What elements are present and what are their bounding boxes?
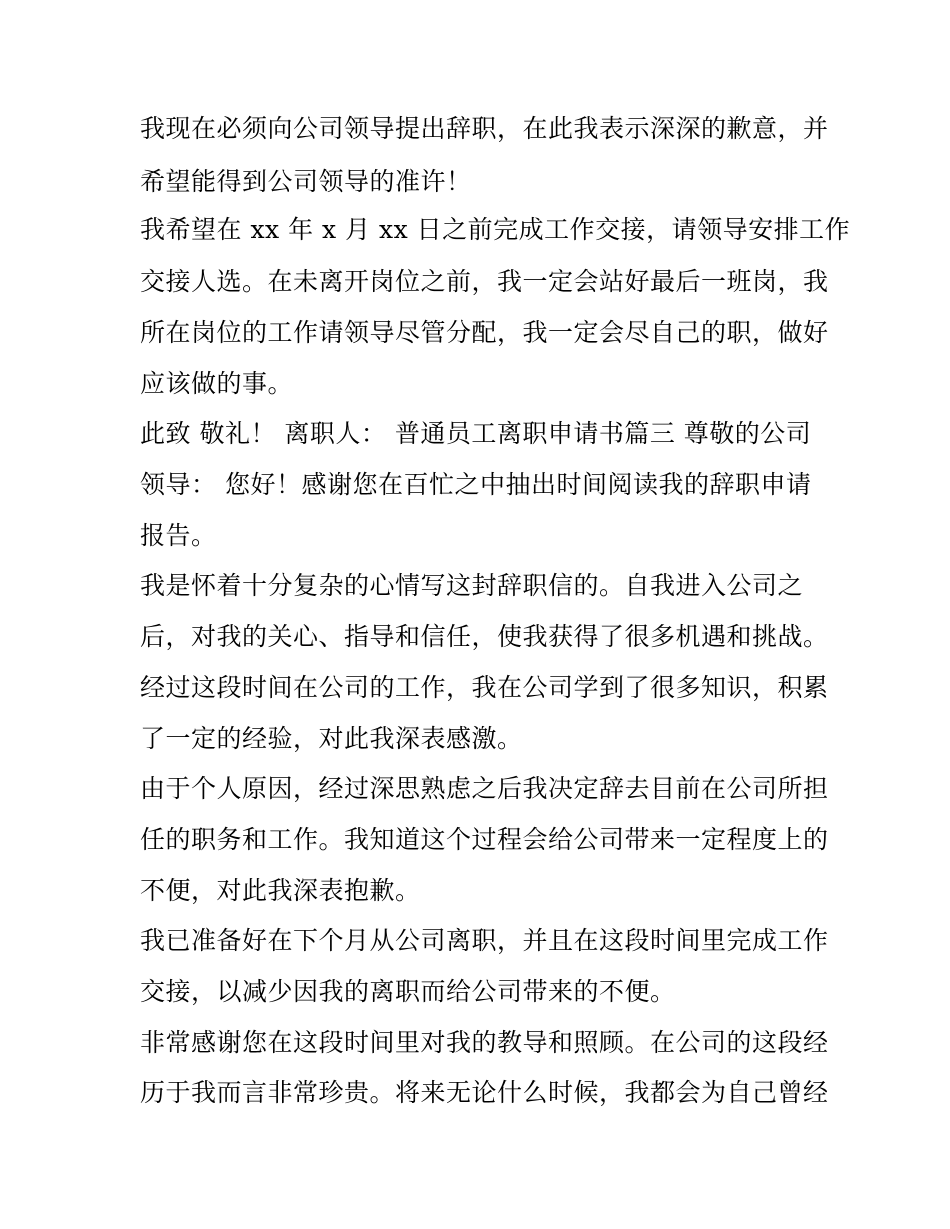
text-line: 历于我而言非常珍贵。将来无论什么时候，我都会为自己曾经: [140, 1078, 829, 1107]
text-line: 应该做的事。: [140, 369, 294, 398]
text-line: 任的职务和工作。我知道这个过程会给公司带来一定程度上的: [140, 825, 829, 854]
text-line: 非常感谢您在这段时间里对我的教导和照顾。在公司的这段经: [140, 1028, 829, 1057]
text-line: 经过这段时间在公司的工作，我在公司学到了很多知识，积累: [140, 673, 829, 702]
text-line: 我是怀着十分复杂的心情写这封辞职信的。自我进入公司之: [140, 571, 804, 600]
text-line: 我现在必须向公司领导提出辞职，在此我表示深深的歉意，并: [140, 114, 829, 143]
text-line: 由于个人原因，经过深思熟虑之后我决定辞去目前在公司所担: [140, 774, 829, 803]
text-line: 我希望在 xx 年 x 月 xx 日之前完成工作交接，请领导安排工作: [140, 215, 851, 244]
text-line: 了一定的经验，对此我深表感激。: [140, 724, 523, 753]
text-line: 我已准备好在下个月从公司离职，并且在这段时间里完成工作: [140, 926, 829, 955]
text-line: 希望能得到公司领导的准许！: [140, 167, 472, 196]
text-line: 不便，对此我深表抱歉。: [140, 876, 421, 905]
text-line: 交接人选。在未离开岗位之前，我一定会站好最后一班岗，我: [140, 267, 829, 296]
text-line: 领导： 您好！感谢您在百忙之中抽出时间阅读我的辞职申请: [140, 470, 812, 499]
text-line: 所在岗位的工作请领导尽管分配，我一定会尽自己的职，做好: [140, 318, 829, 347]
text-line: 此致 敬礼！ 离职人： 普通员工离职申请书篇三 尊敬的公司: [140, 419, 812, 448]
text-line: 报告。: [140, 521, 217, 550]
text-line: 后，对我的关心、指导和信任，使我获得了很多机遇和挑战。: [140, 622, 829, 651]
text-line: 交接，以减少因我的离职而给公司带来的不便。: [140, 977, 676, 1006]
